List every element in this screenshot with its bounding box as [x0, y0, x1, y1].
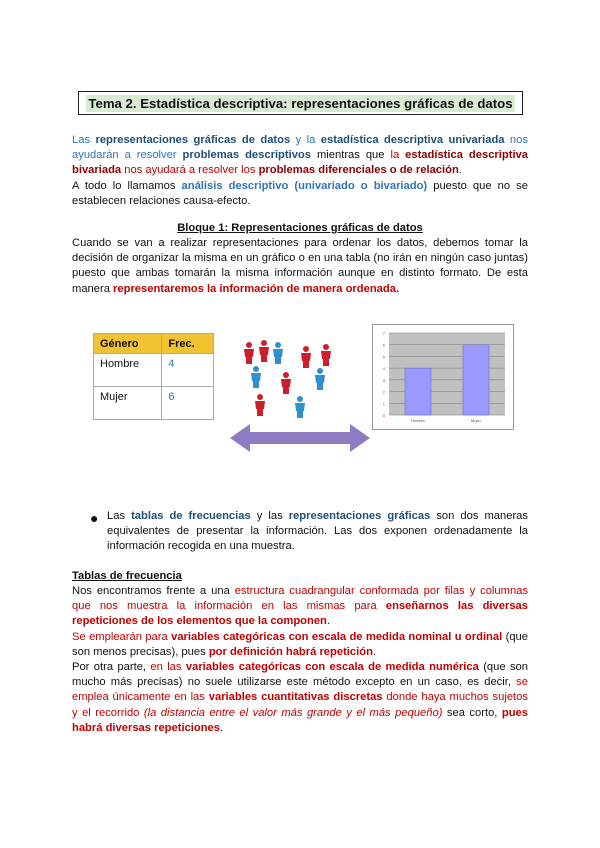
- people-icon-group: [240, 338, 350, 423]
- bar-chart-svg: [373, 325, 513, 429]
- table-row: [94, 387, 214, 420]
- title-box: [78, 91, 523, 115]
- table-cell: 6: [162, 387, 214, 420]
- woman-icon: [244, 342, 254, 364]
- y-tick-label: 3: [382, 377, 385, 383]
- y-tick-label: 4: [382, 366, 385, 372]
- table-header: Frec.: [162, 334, 214, 354]
- man-icon: [273, 342, 283, 364]
- woman-icon: [301, 346, 311, 368]
- man-icon: [295, 396, 305, 418]
- frequency-table: [93, 333, 214, 420]
- table-header: Género: [94, 334, 162, 354]
- tablas-paragraph-1: Nos encontramos frente a una estructura cuadrangular conformada por filas y columnas que nos muestra la información en las mismas para enseñarnos las diversas repeticiones de los elementos que la componen.: [72, 585, 528, 628]
- y-tick-label: 6: [382, 342, 385, 348]
- page-title: Tema 2. Estadística descriptiva: representaciones gráficas de datos: [88, 95, 513, 111]
- bar-hombre: [405, 368, 431, 415]
- bloque-paragraph: Cuando se van a realizar representaciones para ordenar los datos, debemos tomar la decisión de organizar la misma en un gráfico o en una tabla (no irán en ningún caso juntas) puesto que ambas tomarán la misma información aunque en distinto formato. De esta manera representaremos la información de manera ordenada.: [72, 237, 528, 295]
- bullet-dot: ●: [90, 510, 99, 526]
- people-illustration: [240, 338, 350, 423]
- woman-icon: [255, 394, 265, 416]
- table-header-row: [94, 334, 214, 354]
- woman-icon: [321, 344, 331, 366]
- table-row: [94, 354, 214, 387]
- tablas-paragraph-3: Por otra parte, en las variables categóricas con escala de medida numérica (que son mucho más precisas) no suele utilizarse este método excepto en un caso, es decir, se emplea únicamente en las variables cuantitativas discretas donde haya muchos sujetos y el recorrido (la distancia entre el valor más grande y el más pequeño) sea corto, pues habrá diversas repeticiones.: [72, 661, 529, 734]
- y-tick-label: 2: [382, 389, 385, 395]
- y-tick-label: 7: [382, 331, 385, 336]
- woman-icon: [259, 340, 269, 362]
- x-tick-label: Hombre: [410, 418, 426, 423]
- intro-paragraph-1: Las representaciones gráficas de datos y la estadística descriptiva univariada nos ayudarán a resolver problemas descriptivos mientras que la estadística descriptiva bivariada nos ayudará a resolver los problemas diferenciales o de relación.: [72, 134, 528, 177]
- section-heading-bloque: Bloque 1: Representaciones gráficas de datos: [177, 222, 423, 234]
- double-arrow-icon: [230, 424, 370, 452]
- table-cell: Hombre: [94, 354, 162, 387]
- tablas-paragraph-2: Se emplearán para variables categóricas con escala de medida nominal u ordinal (que son menos precisas), pues por definición habrá repetición.: [72, 631, 528, 659]
- x-tick-label: Mujer: [470, 418, 482, 423]
- y-tick-label: 0: [382, 413, 385, 418]
- section-heading-tablas: Tablas de frecuencia: [72, 570, 182, 582]
- bar-chart: [372, 324, 514, 430]
- y-tick-label: 5: [382, 354, 385, 360]
- intro-paragraph-2: A todo lo llamamos análisis descriptivo (univariado o bivariado) puesto que no se establecen relaciones causa-efecto.: [72, 180, 528, 208]
- table-cell: Mujer: [94, 387, 162, 420]
- man-icon: [251, 366, 261, 388]
- bar-mujer: [463, 345, 489, 415]
- table-cell: 4: [162, 354, 214, 387]
- bullet-paragraph: Las tablas de frecuencias y las representaciones gráficas son dos maneras equivalentes de presentar la información. Las dos exponen ordenadamente la información recogida en una muestra.: [107, 510, 528, 553]
- woman-icon: [281, 372, 291, 394]
- man-icon: [315, 368, 325, 390]
- y-tick-label: 1: [382, 401, 385, 407]
